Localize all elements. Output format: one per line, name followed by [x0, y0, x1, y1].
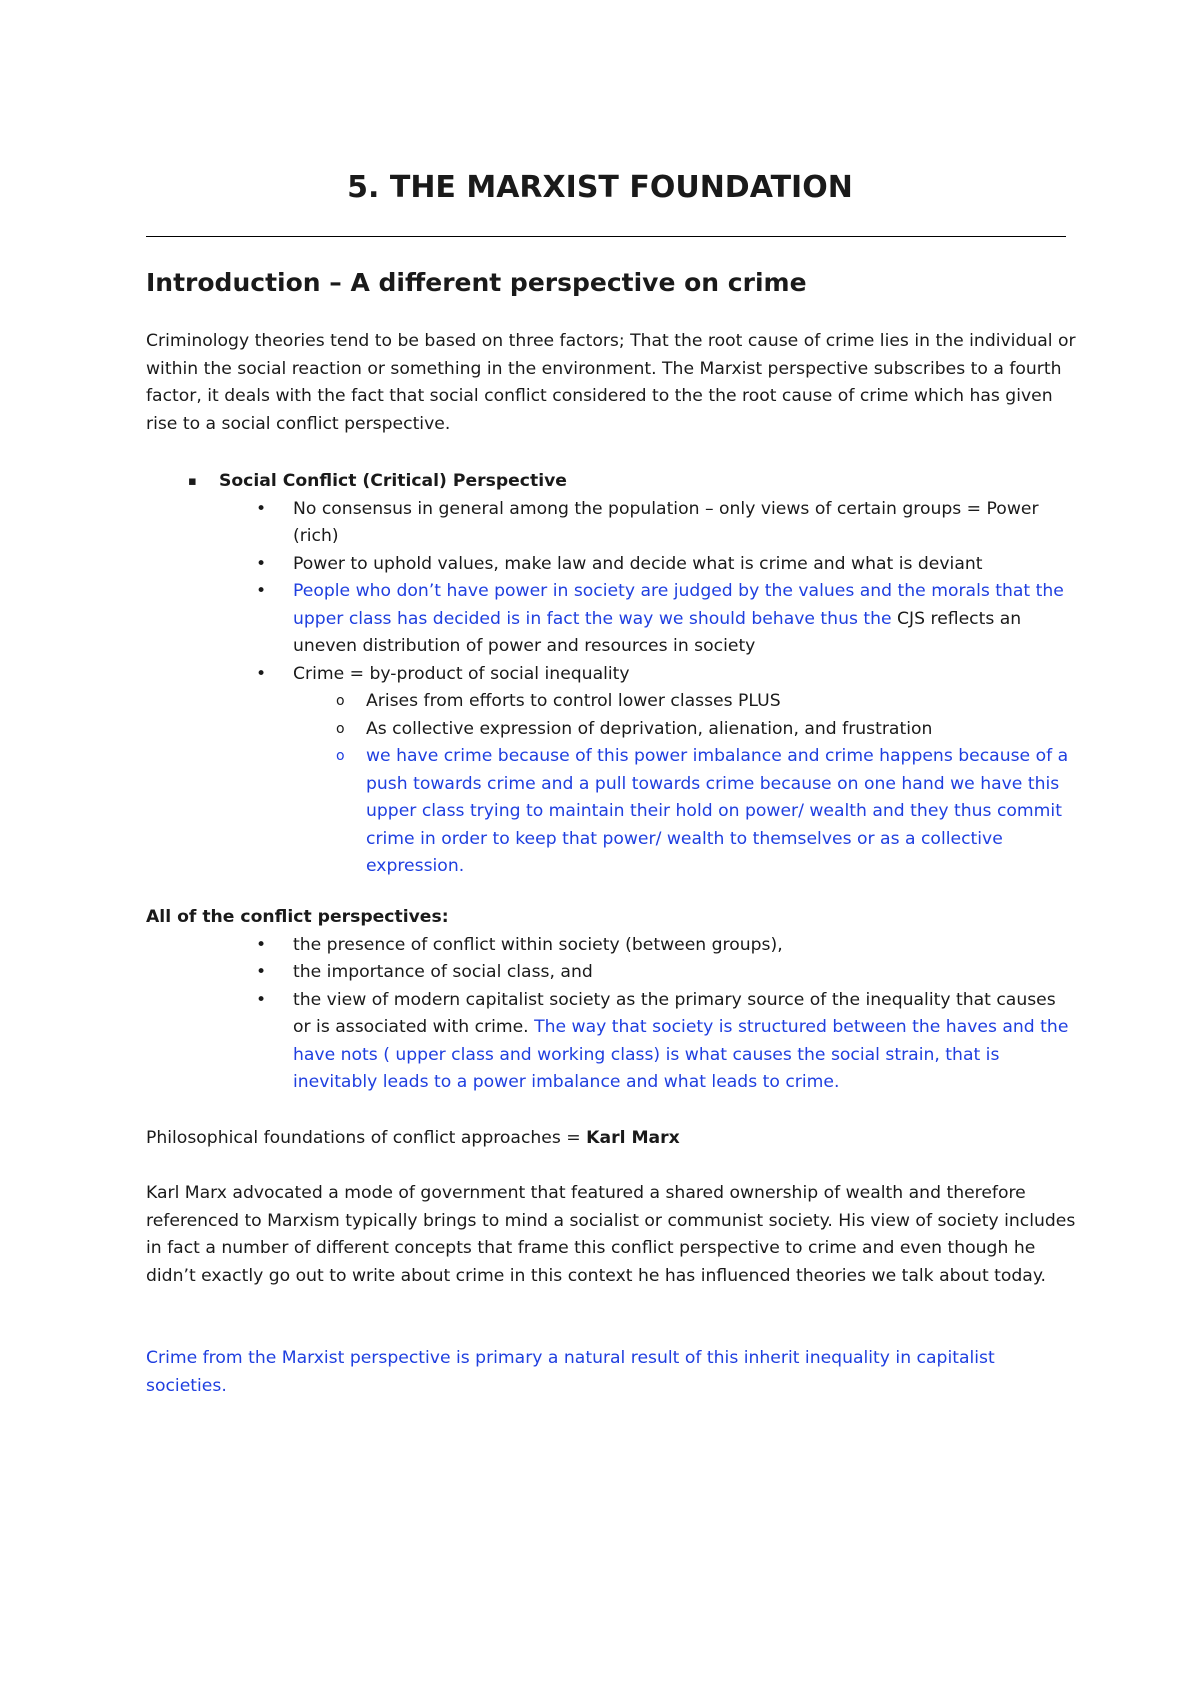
social-conflict-label: Social Conflict (Critical) Perspective [219, 471, 567, 491]
title-rule [146, 236, 1066, 237]
all-conflict-heading: All of the conflict perspectives: [146, 907, 449, 927]
intro-heading: Introduction – A different perspective on crime [146, 268, 807, 297]
intro-paragraph: Criminology theories tend to be based on three factors; That the root cause of crime lies in the individual or within the social reaction or something in the environment. The Marxist perspective subscribes to a fourth factor, it deals with the fact that social conflict considered to the the root cause of crime which has given rise to a social conflict perspective. [146, 331, 1076, 434]
list-item: • Power to uphold values, make law and decide what is crime and what is deviant [146, 551, 1076, 579]
conclusion-paragraph: Crime from the Marxist perspective is primary a natural result of this inherit inequality in capitalist societies. [146, 1348, 995, 1396]
philosophical-text: Philosophical foundations of conflict approaches = [146, 1128, 587, 1148]
annotation-text: The way that society is structured between the haves and the have nots ( upper class and working class) is what causes the social strain, that is inevitably leads to a power imbalance and what leads to crime. [293, 1017, 1069, 1092]
list-item: • the importance of social class, and [146, 959, 1076, 987]
philosophical-line [146, 1125, 1076, 1153]
all-conflict-section [146, 904, 1076, 1097]
list-item: o we have crime because of this power imbalance and crime happens because of a push towards crime and a pull towards crime because on one hand we have this upper class trying to maintain their hold on power/ wealth and they thus commit crime in order to keep that power/ wealth to themselves or as a collective expression. [146, 743, 1076, 881]
crime-sub-points [146, 688, 1076, 881]
social-conflict-section [146, 468, 1076, 881]
marx-section [146, 1180, 1076, 1290]
intro-section [146, 328, 1076, 438]
karl-marx-name: Karl Marx [586, 1128, 680, 1148]
all-conflict-points [146, 932, 1076, 1097]
list-item-text: CJS reflects an uneven distribution of power and resources in society [293, 608, 1022, 656]
list-item-text: the view of modern capitalist society as the primary source of the inequality that causes or is associated with crime. [293, 989, 1056, 1037]
list-item [146, 987, 1076, 1097]
social-conflict-list [146, 468, 1076, 496]
list-item: o Arises from efforts to control lower classes PLUS [146, 688, 1076, 716]
list-item [146, 468, 1076, 496]
list-item [146, 578, 1076, 661]
social-conflict-points [146, 496, 1076, 689]
list-item: • Crime = by-product of social inequality [146, 661, 1076, 689]
list-item: • No consensus in general among the population – only views of certain groups = Power (rich) [146, 496, 1076, 551]
marx-paragraph: Karl Marx advocated a mode of government that featured a shared ownership of wealth and therefore referenced to Marxism typically brings to mind a socialist or communist society. His view of society includes in fact a number of different concepts that frame this conflict perspective to crime and even though he didn’t exactly go out to write about crime in this context he has influenced theories we talk about today. [146, 1183, 1076, 1286]
conclusion-section [146, 1345, 1076, 1400]
list-item: • the presence of conflict within society (between groups), [146, 932, 1076, 960]
list-item: o As collective expression of deprivation, alienation, and frustration [146, 716, 1076, 744]
page-title: 5. THE MARXIST FOUNDATION [347, 170, 853, 205]
annotation-text: People who don’t have power in society are judged by the values and the morals that the upper class has decided is in fact the way we should behave thus the [293, 581, 1064, 629]
